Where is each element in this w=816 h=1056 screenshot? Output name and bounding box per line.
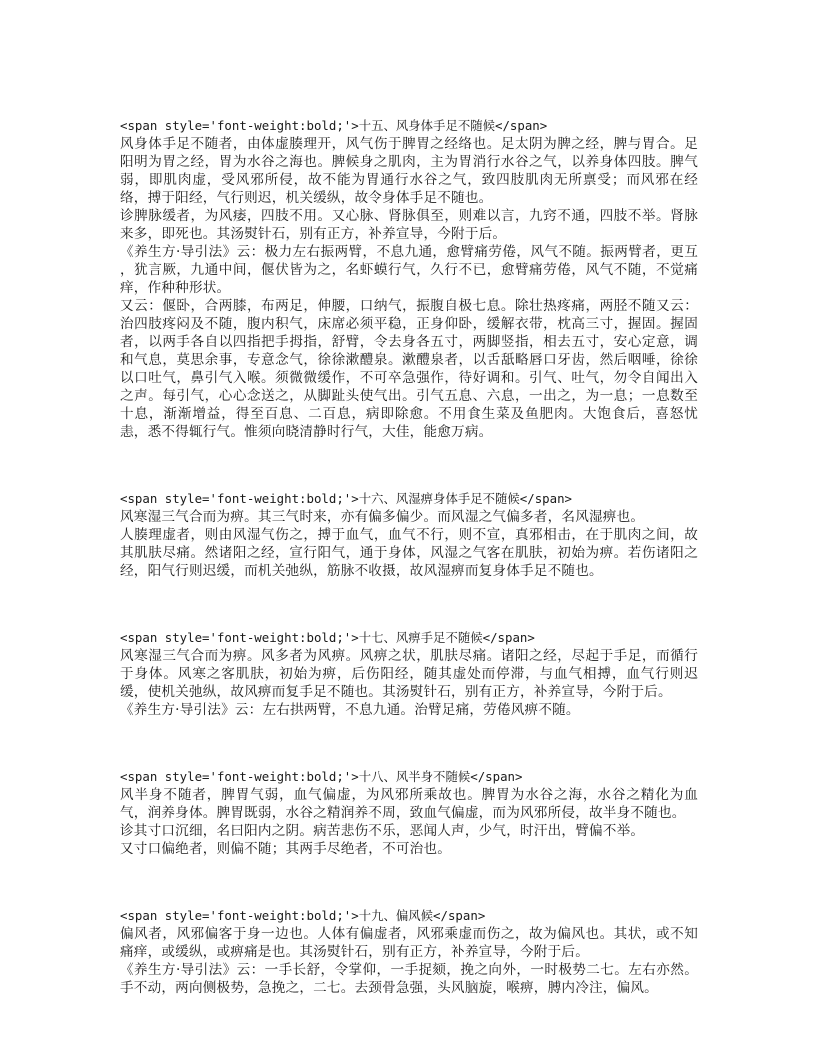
paragraph: 诊其寸口沉细，名曰阳内之阴。病苦悲伤不乐，恶闻人声，少气，时汗出，臂偏不举。 (120, 823, 645, 839)
paragraph: 又寸口偏绝者，则偏不随；其两手尽绝者，不可治也。 (120, 841, 452, 857)
paragraph: 《养生方·导引法》云：左右拱两臂，不息九通。治臂足痛，劳倦风痹不随。 (120, 702, 580, 718)
paragraph: 诊脾脉缓者，为风痿，四肢不用。又心脉、肾脉俱至，则难以言，九窍不通，四肢不举。肾脉来多，即死也。其汤熨针石，别有正方，补养宣导，今附于后。 (120, 208, 698, 242)
paragraph: 又云：偃卧，合两膝，布两足，伸腰，口纳气，振腹自极七息。除壮热疼痛，两胫不随又云：治四肢疼闷及不随，腹内积气，床席必须平稳，正身仰卧，缓解衣带，枕高三寸，握固。握固者，以两手各自以四指把手拇指，舒臂，令去身各五寸，两脚竖指，相去五寸，安心定意，调和气息，莫思余事，专意念气，徐徐漱醴泉。漱醴泉者，以舌舐略唇口牙齿，然后咽唾，徐徐以口吐气，鼻引气入喉。须微微缓作，不可卒急强作，待好调和。引气、吐气，勿令自闻出入之声。每引气，心心念送之，从脚趾头使气出。引气五息、六息，一出之，为一息；一息数至十息，渐渐增益，得至百息、二百息，病即除愈。不用食生菜及鱼肥肉。大饱食后，喜怒忧恚，悉不得辄行气。惟须向晓清静时行气，大佳，能愈万病。 (120, 298, 698, 440)
document-page (120, 117, 698, 997)
section-15 (120, 117, 698, 441)
paragraph: 风寒湿三气合而为痹。其三气时来，亦有偏多偏少。而风湿之气偏多者，名风湿痹也。 (120, 509, 645, 525)
section-heading: <span style='font-weight:bold;'>十五、风身体手足不随候</span> (120, 118, 548, 133)
paragraph: 《养生方·导引法》云：一手长舒，令掌仰，一手捉颏，挽之向外，一时极势二七。左右亦然。手不动，两向侧极势，急挽之，二七。去颈骨急强，头风脑旋，喉痹，膊内冷注，偏风。 (120, 962, 698, 996)
paragraph: 风身体手足不随者，由体虚腠理开，风气伤于脾胃之经络也。足太阴为脾之经，脾与胃合。足阳明为胃之经，胃为水谷之海也。脾候身之肌肉，主为胃消行水谷之气，以养身体四肢。脾气弱，即肌肉虚，受风邪所侵，故不能为胃通行水谷之气，致四肢肌肉无所禀受；而风邪在经络，搏于阳经，气行则迟，机关缓纵，故令身体手足不随也。 (120, 136, 698, 206)
section-16 (120, 490, 698, 580)
paragraph: 偏风者，风邪偏客于身一边也。人体有偏虚者，风邪乘虚而伤之，故为偏风也。其状，或不知痛痒，或缓纵，或痹痛是也。其汤熨针石，别有正方，补养宣导，今附于后。 (120, 926, 698, 960)
section-heading: <span style='font-weight:bold;'>十六、风湿痹身体手足不随候</span> (120, 491, 573, 506)
paragraph: 人腠理虚者，则由风湿气伤之，搏于血气，血气不行，则不宣，真邪相击，在于肌肉之间，故其肌肤尽痛。然诸阳之经，宣行阳气，通于身体，风湿之气客在肌肤，初始为痹。若伤诸阳之经，阳气行则迟缓，而机关弛纵，筋脉不收摄，故风湿痹而复身体手足不随也。 (120, 527, 698, 579)
section-18 (120, 768, 698, 858)
paragraph: 风半身不随者，脾胃气弱，血气偏虚，为风邪所乘故也。脾胃为水谷之海，水谷之精化为血气，润养身体。脾胃既弱，水谷之精润养不周，致血气偏虚，而为风邪所侵，故半身不随也。 (120, 787, 698, 821)
paragraph: 风寒湿三气合而为痹。风多者为风痹。风痹之状，肌肤尽痛。诸阳之经，尽起于手足，而循行于身体。风寒之客肌肤，初始为痹，后伤阳经，随其虚处而停滞，与血气相搏，血气行则迟缓，使机关弛纵，故风痹而复手足不随也。其汤熨针石，别有正方，补养宣导，今附于后。 (120, 648, 698, 700)
section-19 (120, 907, 698, 997)
section-heading: <span style='font-weight:bold;'>十九、偏风候</span> (120, 908, 486, 923)
section-heading: <span style='font-weight:bold;'>十八、风半身不随候</span> (120, 769, 523, 784)
section-17 (120, 629, 698, 719)
section-heading: <span style='font-weight:bold;'>十七、风痹手足不随候</span> (120, 630, 535, 645)
paragraph: 《养生方·导引法》云：极力左右振两臂，不息九通，愈臂痛劳倦，风气不随。振两臂者，更互 ，犹言厥，九通中间，偃伏皆为之，名虾蟆行气，久行不已，愈臂痛劳倦，风气不随，不觉痛痒，作种种形状。 (120, 244, 698, 296)
